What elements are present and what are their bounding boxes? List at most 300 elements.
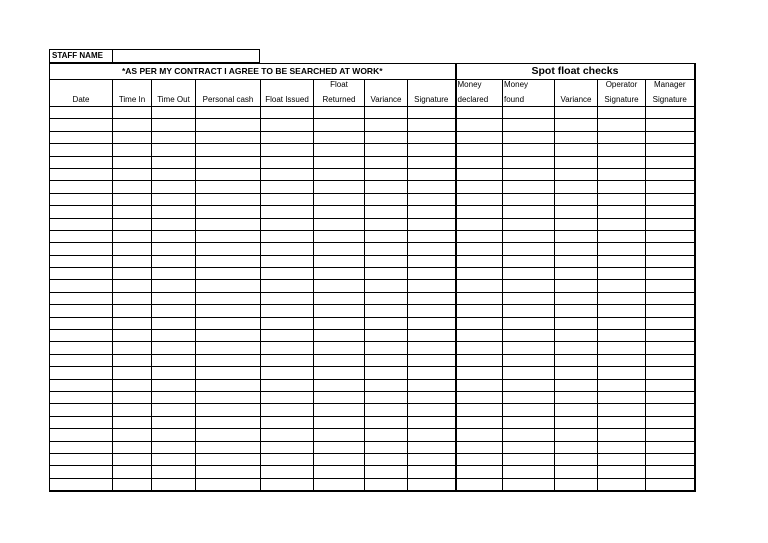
entry-cell[interactable] bbox=[555, 453, 598, 465]
entry-cell[interactable] bbox=[314, 206, 365, 218]
entry-cell[interactable] bbox=[365, 243, 408, 255]
entry-cell[interactable] bbox=[408, 478, 456, 490]
entry-cell[interactable] bbox=[314, 466, 365, 478]
entry-cell[interactable] bbox=[646, 342, 695, 354]
entry-cell[interactable] bbox=[503, 156, 555, 168]
entry-cell[interactable] bbox=[152, 255, 196, 267]
entry-cell[interactable] bbox=[555, 429, 598, 441]
entry-cell[interactable] bbox=[408, 193, 456, 205]
entry-cell[interactable] bbox=[50, 354, 113, 366]
entry-cell[interactable] bbox=[365, 107, 408, 119]
entry-cell[interactable] bbox=[598, 391, 646, 403]
entry-cell[interactable] bbox=[152, 466, 196, 478]
entry-cell[interactable] bbox=[113, 342, 152, 354]
entry-cell[interactable] bbox=[555, 206, 598, 218]
entry-cell[interactable] bbox=[196, 391, 261, 403]
entry-cell[interactable] bbox=[598, 230, 646, 242]
entry-cell[interactable] bbox=[196, 367, 261, 379]
entry-cell[interactable] bbox=[113, 131, 152, 143]
entry-cell[interactable] bbox=[555, 305, 598, 317]
entry-cell[interactable] bbox=[646, 144, 695, 156]
entry-cell[interactable] bbox=[196, 305, 261, 317]
entry-cell[interactable] bbox=[598, 168, 646, 180]
entry-cell[interactable] bbox=[598, 144, 646, 156]
entry-cell[interactable] bbox=[598, 255, 646, 267]
entry-cell[interactable] bbox=[113, 441, 152, 453]
entry-cell[interactable] bbox=[456, 243, 503, 255]
entry-cell[interactable] bbox=[598, 243, 646, 255]
entry-cell[interactable] bbox=[196, 342, 261, 354]
entry-cell[interactable] bbox=[646, 218, 695, 230]
entry-cell[interactable] bbox=[261, 255, 314, 267]
entry-cell[interactable] bbox=[365, 466, 408, 478]
entry-cell[interactable] bbox=[408, 367, 456, 379]
entry-cell[interactable] bbox=[646, 156, 695, 168]
entry-cell[interactable] bbox=[408, 391, 456, 403]
entry-cell[interactable] bbox=[261, 119, 314, 131]
entry-cell[interactable] bbox=[408, 230, 456, 242]
entry-cell[interactable] bbox=[196, 292, 261, 304]
entry-cell[interactable] bbox=[503, 230, 555, 242]
entry-cell[interactable] bbox=[50, 478, 113, 490]
entry-cell[interactable] bbox=[113, 317, 152, 329]
entry-cell[interactable] bbox=[408, 218, 456, 230]
entry-cell[interactable] bbox=[408, 144, 456, 156]
entry-cell[interactable] bbox=[408, 206, 456, 218]
entry-cell[interactable] bbox=[314, 379, 365, 391]
entry-cell[interactable] bbox=[50, 268, 113, 280]
entry-cell[interactable] bbox=[50, 317, 113, 329]
entry-cell[interactable] bbox=[456, 156, 503, 168]
entry-cell[interactable] bbox=[196, 317, 261, 329]
entry-cell[interactable] bbox=[408, 342, 456, 354]
entry-cell[interactable] bbox=[261, 429, 314, 441]
entry-cell[interactable] bbox=[598, 330, 646, 342]
entry-cell[interactable] bbox=[50, 453, 113, 465]
entry-cell[interactable] bbox=[365, 416, 408, 428]
entry-cell[interactable] bbox=[113, 144, 152, 156]
entry-cell[interactable] bbox=[503, 342, 555, 354]
entry-cell[interactable] bbox=[261, 243, 314, 255]
entry-cell[interactable] bbox=[113, 367, 152, 379]
entry-cell[interactable] bbox=[456, 354, 503, 366]
entry-cell[interactable] bbox=[314, 144, 365, 156]
entry-cell[interactable] bbox=[646, 193, 695, 205]
entry-cell[interactable] bbox=[503, 367, 555, 379]
entry-cell[interactable] bbox=[503, 193, 555, 205]
entry-cell[interactable] bbox=[196, 218, 261, 230]
entry-cell[interactable] bbox=[555, 243, 598, 255]
entry-cell[interactable] bbox=[408, 354, 456, 366]
entry-cell[interactable] bbox=[261, 292, 314, 304]
entry-cell[interactable] bbox=[555, 354, 598, 366]
entry-cell[interactable] bbox=[646, 404, 695, 416]
entry-cell[interactable] bbox=[408, 181, 456, 193]
entry-cell[interactable] bbox=[555, 156, 598, 168]
entry-cell[interactable] bbox=[314, 168, 365, 180]
entry-cell[interactable] bbox=[555, 144, 598, 156]
entry-cell[interactable] bbox=[314, 342, 365, 354]
entry-cell[interactable] bbox=[196, 131, 261, 143]
entry-cell[interactable] bbox=[408, 243, 456, 255]
entry-cell[interactable] bbox=[365, 206, 408, 218]
entry-cell[interactable] bbox=[113, 156, 152, 168]
entry-cell[interactable] bbox=[598, 292, 646, 304]
entry-cell[interactable] bbox=[456, 168, 503, 180]
entry-cell[interactable] bbox=[365, 193, 408, 205]
entry-cell[interactable] bbox=[555, 181, 598, 193]
entry-cell[interactable] bbox=[50, 330, 113, 342]
entry-cell[interactable] bbox=[456, 429, 503, 441]
entry-cell[interactable] bbox=[456, 317, 503, 329]
entry-cell[interactable] bbox=[314, 107, 365, 119]
entry-cell[interactable] bbox=[261, 391, 314, 403]
entry-cell[interactable] bbox=[408, 317, 456, 329]
entry-cell[interactable] bbox=[261, 131, 314, 143]
entry-cell[interactable] bbox=[646, 416, 695, 428]
entry-cell[interactable] bbox=[152, 416, 196, 428]
entry-cell[interactable] bbox=[113, 268, 152, 280]
entry-cell[interactable] bbox=[152, 367, 196, 379]
entry-cell[interactable] bbox=[503, 243, 555, 255]
entry-cell[interactable] bbox=[646, 317, 695, 329]
entry-cell[interactable] bbox=[50, 181, 113, 193]
entry-cell[interactable] bbox=[113, 168, 152, 180]
entry-cell[interactable] bbox=[113, 230, 152, 242]
entry-cell[interactable] bbox=[456, 367, 503, 379]
entry-cell[interactable] bbox=[503, 379, 555, 391]
entry-cell[interactable] bbox=[598, 453, 646, 465]
entry-cell[interactable] bbox=[50, 367, 113, 379]
entry-cell[interactable] bbox=[152, 181, 196, 193]
entry-cell[interactable] bbox=[261, 441, 314, 453]
entry-cell[interactable] bbox=[152, 354, 196, 366]
entry-cell[interactable] bbox=[598, 206, 646, 218]
entry-cell[interactable] bbox=[598, 181, 646, 193]
entry-cell[interactable] bbox=[261, 466, 314, 478]
entry-cell[interactable] bbox=[196, 181, 261, 193]
entry-cell[interactable] bbox=[261, 280, 314, 292]
staff-name-field[interactable] bbox=[113, 50, 259, 62]
entry-cell[interactable] bbox=[365, 280, 408, 292]
entry-cell[interactable] bbox=[503, 107, 555, 119]
entry-cell[interactable] bbox=[113, 330, 152, 342]
entry-cell[interactable] bbox=[408, 131, 456, 143]
entry-cell[interactable] bbox=[503, 317, 555, 329]
entry-cell[interactable] bbox=[408, 119, 456, 131]
entry-cell[interactable] bbox=[365, 144, 408, 156]
entry-cell[interactable] bbox=[314, 156, 365, 168]
entry-cell[interactable] bbox=[408, 156, 456, 168]
entry-cell[interactable] bbox=[50, 342, 113, 354]
entry-cell[interactable] bbox=[113, 243, 152, 255]
entry-cell[interactable] bbox=[113, 416, 152, 428]
entry-cell[interactable] bbox=[503, 391, 555, 403]
entry-cell[interactable] bbox=[598, 317, 646, 329]
entry-cell[interactable] bbox=[598, 156, 646, 168]
entry-cell[interactable] bbox=[646, 379, 695, 391]
entry-cell[interactable] bbox=[113, 280, 152, 292]
entry-cell[interactable] bbox=[314, 255, 365, 267]
entry-cell[interactable] bbox=[314, 181, 365, 193]
entry-cell[interactable] bbox=[598, 119, 646, 131]
entry-cell[interactable] bbox=[365, 429, 408, 441]
entry-cell[interactable] bbox=[365, 181, 408, 193]
entry-cell[interactable] bbox=[456, 330, 503, 342]
entry-cell[interactable] bbox=[456, 181, 503, 193]
entry-cell[interactable] bbox=[314, 292, 365, 304]
entry-cell[interactable] bbox=[314, 441, 365, 453]
entry-cell[interactable] bbox=[503, 218, 555, 230]
entry-cell[interactable] bbox=[503, 330, 555, 342]
entry-cell[interactable] bbox=[365, 131, 408, 143]
entry-cell[interactable] bbox=[196, 206, 261, 218]
entry-cell[interactable] bbox=[261, 305, 314, 317]
entry-cell[interactable] bbox=[261, 181, 314, 193]
entry-cell[interactable] bbox=[365, 453, 408, 465]
entry-cell[interactable] bbox=[50, 416, 113, 428]
entry-cell[interactable] bbox=[646, 119, 695, 131]
entry-cell[interactable] bbox=[314, 131, 365, 143]
entry-cell[interactable] bbox=[408, 107, 456, 119]
entry-cell[interactable] bbox=[456, 119, 503, 131]
entry-cell[interactable] bbox=[646, 354, 695, 366]
entry-cell[interactable] bbox=[365, 367, 408, 379]
entry-cell[interactable] bbox=[555, 268, 598, 280]
entry-cell[interactable] bbox=[113, 193, 152, 205]
entry-cell[interactable] bbox=[152, 280, 196, 292]
entry-cell[interactable] bbox=[555, 292, 598, 304]
entry-cell[interactable] bbox=[113, 107, 152, 119]
entry-cell[interactable] bbox=[113, 404, 152, 416]
entry-cell[interactable] bbox=[365, 255, 408, 267]
entry-cell[interactable] bbox=[365, 330, 408, 342]
entry-cell[interactable] bbox=[646, 243, 695, 255]
entry-cell[interactable] bbox=[50, 193, 113, 205]
entry-cell[interactable] bbox=[113, 429, 152, 441]
entry-cell[interactable] bbox=[646, 206, 695, 218]
entry-cell[interactable] bbox=[196, 168, 261, 180]
entry-cell[interactable] bbox=[503, 404, 555, 416]
entry-cell[interactable] bbox=[408, 255, 456, 267]
entry-cell[interactable] bbox=[261, 453, 314, 465]
entry-cell[interactable] bbox=[113, 206, 152, 218]
entry-cell[interactable] bbox=[314, 119, 365, 131]
entry-cell[interactable] bbox=[503, 441, 555, 453]
entry-cell[interactable] bbox=[365, 478, 408, 490]
entry-cell[interactable] bbox=[113, 255, 152, 267]
entry-cell[interactable] bbox=[555, 255, 598, 267]
entry-cell[interactable] bbox=[555, 391, 598, 403]
entry-cell[interactable] bbox=[113, 379, 152, 391]
entry-cell[interactable] bbox=[408, 441, 456, 453]
entry-cell[interactable] bbox=[152, 404, 196, 416]
entry-cell[interactable] bbox=[503, 168, 555, 180]
entry-cell[interactable] bbox=[408, 330, 456, 342]
entry-cell[interactable] bbox=[261, 342, 314, 354]
entry-cell[interactable] bbox=[555, 478, 598, 490]
entry-cell[interactable] bbox=[408, 168, 456, 180]
entry-cell[interactable] bbox=[152, 107, 196, 119]
entry-cell[interactable] bbox=[50, 131, 113, 143]
entry-cell[interactable] bbox=[196, 429, 261, 441]
entry-cell[interactable] bbox=[196, 466, 261, 478]
entry-cell[interactable] bbox=[456, 379, 503, 391]
entry-cell[interactable] bbox=[646, 131, 695, 143]
entry-cell[interactable] bbox=[408, 268, 456, 280]
entry-cell[interactable] bbox=[598, 218, 646, 230]
entry-cell[interactable] bbox=[456, 292, 503, 304]
entry-cell[interactable] bbox=[314, 280, 365, 292]
entry-cell[interactable] bbox=[456, 280, 503, 292]
entry-cell[interactable] bbox=[456, 305, 503, 317]
entry-cell[interactable] bbox=[365, 156, 408, 168]
entry-cell[interactable] bbox=[408, 453, 456, 465]
entry-cell[interactable] bbox=[113, 119, 152, 131]
entry-cell[interactable] bbox=[365, 218, 408, 230]
entry-cell[interactable] bbox=[503, 181, 555, 193]
entry-cell[interactable] bbox=[365, 268, 408, 280]
entry-cell[interactable] bbox=[646, 478, 695, 490]
entry-cell[interactable] bbox=[503, 268, 555, 280]
entry-cell[interactable] bbox=[598, 342, 646, 354]
entry-cell[interactable] bbox=[598, 107, 646, 119]
entry-cell[interactable] bbox=[314, 218, 365, 230]
entry-cell[interactable] bbox=[152, 317, 196, 329]
entry-cell[interactable] bbox=[503, 255, 555, 267]
entry-cell[interactable] bbox=[196, 144, 261, 156]
entry-cell[interactable] bbox=[646, 181, 695, 193]
entry-cell[interactable] bbox=[646, 280, 695, 292]
entry-cell[interactable] bbox=[365, 391, 408, 403]
entry-cell[interactable] bbox=[646, 330, 695, 342]
entry-cell[interactable] bbox=[555, 416, 598, 428]
entry-cell[interactable] bbox=[196, 280, 261, 292]
entry-cell[interactable] bbox=[261, 379, 314, 391]
entry-cell[interactable] bbox=[456, 416, 503, 428]
entry-cell[interactable] bbox=[646, 168, 695, 180]
entry-cell[interactable] bbox=[646, 230, 695, 242]
entry-cell[interactable] bbox=[503, 305, 555, 317]
entry-cell[interactable] bbox=[50, 391, 113, 403]
entry-cell[interactable] bbox=[408, 379, 456, 391]
entry-cell[interactable] bbox=[314, 268, 365, 280]
entry-cell[interactable] bbox=[196, 330, 261, 342]
entry-cell[interactable] bbox=[152, 168, 196, 180]
entry-cell[interactable] bbox=[598, 466, 646, 478]
entry-cell[interactable] bbox=[196, 255, 261, 267]
entry-cell[interactable] bbox=[314, 478, 365, 490]
entry-cell[interactable] bbox=[555, 342, 598, 354]
entry-cell[interactable] bbox=[456, 453, 503, 465]
entry-cell[interactable] bbox=[196, 107, 261, 119]
entry-cell[interactable] bbox=[365, 317, 408, 329]
entry-cell[interactable] bbox=[598, 478, 646, 490]
entry-cell[interactable] bbox=[314, 453, 365, 465]
entry-cell[interactable] bbox=[456, 342, 503, 354]
entry-cell[interactable] bbox=[50, 305, 113, 317]
entry-cell[interactable] bbox=[365, 342, 408, 354]
entry-cell[interactable] bbox=[50, 156, 113, 168]
entry-cell[interactable] bbox=[598, 416, 646, 428]
entry-cell[interactable] bbox=[456, 206, 503, 218]
entry-cell[interactable] bbox=[261, 268, 314, 280]
entry-cell[interactable] bbox=[646, 255, 695, 267]
entry-cell[interactable] bbox=[503, 119, 555, 131]
entry-cell[interactable] bbox=[50, 206, 113, 218]
entry-cell[interactable] bbox=[555, 330, 598, 342]
entry-cell[interactable] bbox=[113, 466, 152, 478]
entry-cell[interactable] bbox=[555, 107, 598, 119]
entry-cell[interactable] bbox=[456, 131, 503, 143]
entry-cell[interactable] bbox=[598, 429, 646, 441]
entry-cell[interactable] bbox=[365, 230, 408, 242]
entry-cell[interactable] bbox=[598, 280, 646, 292]
entry-cell[interactable] bbox=[456, 268, 503, 280]
entry-cell[interactable] bbox=[365, 119, 408, 131]
entry-cell[interactable] bbox=[408, 280, 456, 292]
entry-cell[interactable] bbox=[555, 168, 598, 180]
entry-cell[interactable] bbox=[408, 466, 456, 478]
entry-cell[interactable] bbox=[456, 478, 503, 490]
entry-cell[interactable] bbox=[408, 292, 456, 304]
entry-cell[interactable] bbox=[261, 317, 314, 329]
entry-cell[interactable] bbox=[598, 367, 646, 379]
entry-cell[interactable] bbox=[261, 107, 314, 119]
entry-cell[interactable] bbox=[503, 292, 555, 304]
entry-cell[interactable] bbox=[365, 305, 408, 317]
entry-cell[interactable] bbox=[196, 354, 261, 366]
entry-cell[interactable] bbox=[646, 391, 695, 403]
entry-cell[interactable] bbox=[456, 144, 503, 156]
entry-cell[interactable] bbox=[456, 441, 503, 453]
entry-cell[interactable] bbox=[408, 429, 456, 441]
entry-cell[interactable] bbox=[555, 119, 598, 131]
entry-cell[interactable] bbox=[456, 404, 503, 416]
entry-cell[interactable] bbox=[555, 466, 598, 478]
entry-cell[interactable] bbox=[196, 156, 261, 168]
entry-cell[interactable] bbox=[152, 230, 196, 242]
entry-cell[interactable] bbox=[598, 441, 646, 453]
entry-cell[interactable] bbox=[261, 206, 314, 218]
entry-cell[interactable] bbox=[152, 268, 196, 280]
entry-cell[interactable] bbox=[314, 391, 365, 403]
entry-cell[interactable] bbox=[555, 441, 598, 453]
entry-cell[interactable] bbox=[555, 218, 598, 230]
entry-cell[interactable] bbox=[365, 379, 408, 391]
entry-cell[interactable] bbox=[314, 230, 365, 242]
entry-cell[interactable] bbox=[152, 193, 196, 205]
entry-cell[interactable] bbox=[261, 156, 314, 168]
entry-cell[interactable] bbox=[314, 330, 365, 342]
entry-cell[interactable] bbox=[456, 230, 503, 242]
entry-cell[interactable] bbox=[456, 107, 503, 119]
entry-cell[interactable] bbox=[50, 218, 113, 230]
entry-cell[interactable] bbox=[113, 391, 152, 403]
entry-cell[interactable] bbox=[408, 416, 456, 428]
entry-cell[interactable] bbox=[152, 206, 196, 218]
entry-cell[interactable] bbox=[196, 243, 261, 255]
entry-cell[interactable] bbox=[314, 193, 365, 205]
entry-cell[interactable] bbox=[555, 230, 598, 242]
entry-cell[interactable] bbox=[50, 466, 113, 478]
entry-cell[interactable] bbox=[196, 379, 261, 391]
entry-cell[interactable] bbox=[408, 305, 456, 317]
entry-cell[interactable] bbox=[598, 268, 646, 280]
entry-cell[interactable] bbox=[50, 107, 113, 119]
entry-cell[interactable] bbox=[365, 404, 408, 416]
entry-cell[interactable] bbox=[314, 317, 365, 329]
